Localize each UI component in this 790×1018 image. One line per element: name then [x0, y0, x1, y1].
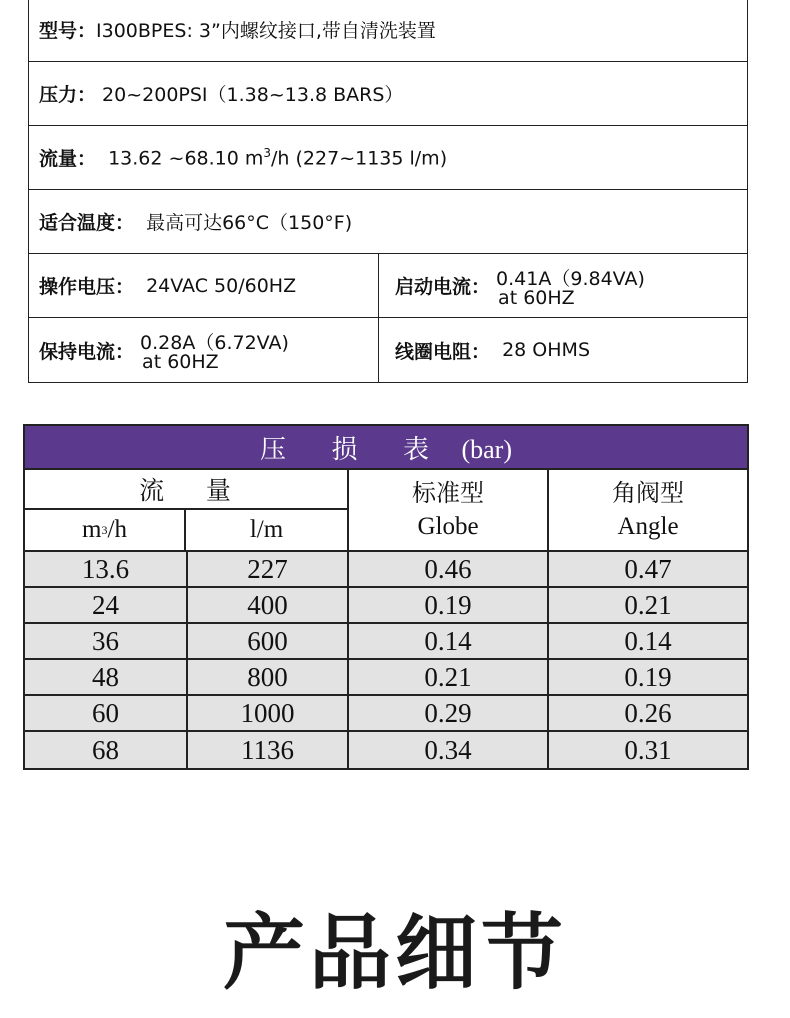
cell-globe: 0.46 [349, 552, 549, 586]
table-row [25, 552, 747, 588]
model-value: I300BPES: 3”内螺纹接口,带自清洗装置 [96, 20, 436, 42]
resistance-cell [379, 318, 747, 382]
cell-angle: 0.31 [624, 734, 672, 765]
flow-value-a: 13.62 ~68.10 m [96, 147, 264, 170]
spec-table [28, 0, 748, 383]
angle-header-cn: 角阀型 [612, 479, 684, 507]
resistance-label: 线圈电阻： [395, 340, 491, 363]
cell-globe: 0.21 [349, 660, 549, 694]
cell-lm: 600 [188, 624, 349, 658]
cell-angle: 0.21 [624, 589, 672, 620]
spec-row-pressure [29, 62, 747, 126]
voltage-value: 24VAC 50/60HZ [134, 274, 297, 297]
table-row [25, 660, 747, 696]
model-label: 型号： [39, 20, 97, 42]
temperature-label: 适合温度： [39, 212, 135, 234]
table-row [25, 732, 747, 768]
spec-row-electrical-2 [29, 318, 747, 382]
spec-row-electrical-1 [29, 254, 747, 318]
cell-angle: 0.26 [624, 697, 672, 728]
holding-cell [29, 318, 379, 382]
globe-header [349, 470, 549, 550]
cell-m3h: 60 [25, 696, 188, 730]
angle-header-en: Angle [617, 513, 679, 540]
holding-value: 0.28A（6.72VA) [134, 332, 289, 354]
globe-header-cn: 标准型 [412, 479, 484, 507]
flow-label: 流量： [39, 148, 97, 170]
table-row [25, 624, 747, 660]
flow-unit-row [25, 510, 347, 550]
spec-row-flow [29, 126, 747, 190]
cell-m3h: 68 [25, 732, 188, 768]
unit-lm-header: l/m [249, 516, 284, 543]
inrush-value: 0.41A（9.84VA) [490, 267, 645, 290]
spec-row-temperature [29, 190, 747, 254]
loss-table-title-text: 压 损 表 (bar) [259, 434, 512, 464]
flow-header-text: 流 量 [139, 476, 233, 505]
resistance-value: 28 OHMS [490, 339, 591, 361]
globe-header-en: Globe [417, 513, 479, 540]
cell-globe: 0.14 [349, 624, 549, 658]
cell-lm: 1000 [188, 696, 349, 730]
flow-header [25, 470, 347, 510]
flow-value-sup: 3 [263, 145, 272, 160]
pressure-value: 20~200PSI（1.38~13.8 BARS） [96, 84, 404, 106]
holding-label: 保持电流： [39, 340, 135, 363]
voltage-label: 操作电压： [39, 276, 135, 298]
pressure-label: 压力： [39, 84, 97, 106]
loss-table-title [25, 426, 747, 470]
inrush-sub: at 60HZ [492, 286, 575, 309]
cell-m3h: 36 [25, 624, 188, 658]
temperature-value: 最高可达66°C（150°F) [134, 212, 353, 234]
flow-header-group [25, 470, 349, 550]
loss-table-header [25, 470, 747, 552]
cell-globe: 0.19 [349, 588, 549, 622]
holding-sub: at 60HZ [136, 351, 219, 373]
section-heading: 产品细节 [222, 906, 567, 1001]
voltage-cell [29, 254, 379, 317]
table-row [25, 588, 747, 624]
cell-lm: 400 [188, 588, 349, 622]
unit-m3h-b: /h [107, 516, 127, 543]
unit-m3h-a: m [82, 516, 102, 543]
cell-globe: 0.29 [349, 696, 549, 730]
flow-value-b: /h (227~1135 l/m) [271, 147, 448, 170]
table-row [25, 696, 747, 732]
angle-header [549, 470, 747, 550]
cell-globe: 0.34 [349, 732, 549, 768]
spec-row-model [29, 0, 747, 62]
cell-m3h: 48 [25, 660, 188, 694]
loss-table-body [25, 552, 747, 768]
inrush-label: 启动电流： [395, 276, 491, 298]
unit-m3h-header [25, 510, 186, 550]
cell-lm: 227 [188, 552, 349, 586]
cell-angle: 0.47 [624, 553, 672, 584]
cell-angle: 0.19 [624, 661, 672, 692]
cell-angle: 0.14 [624, 625, 672, 656]
unit-m3h-sup: 3 [101, 522, 108, 537]
flow-value [96, 146, 447, 169]
cell-m3h: 24 [25, 588, 188, 622]
inrush-value-block [490, 267, 645, 309]
cell-m3h: 13.6 [25, 552, 188, 586]
holding-value-block [134, 334, 289, 372]
cell-lm: 800 [188, 660, 349, 694]
pressure-loss-table [23, 424, 749, 770]
cell-lm: 1136 [188, 732, 349, 768]
inrush-cell [379, 254, 747, 317]
